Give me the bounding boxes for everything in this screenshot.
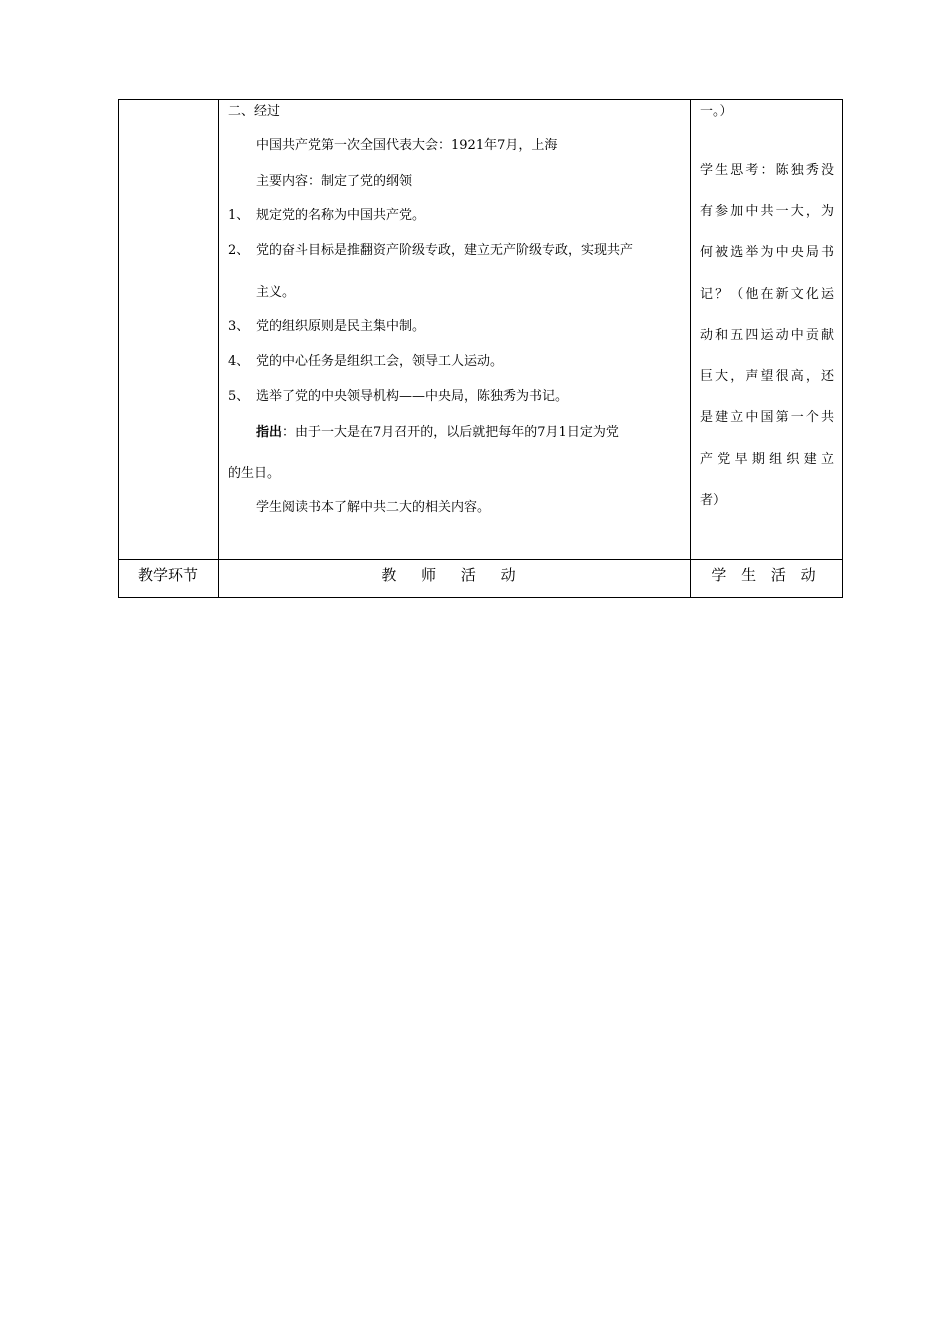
student-text-line: 产党早期组织建立 — [700, 452, 834, 467]
note-text: ：由于一大是在7月召开的，以后就把每年的7月1日定为党 — [282, 425, 619, 440]
list-item-number: 1、 — [228, 208, 250, 223]
student-text-line: 是建立中国第一个共 — [700, 410, 834, 425]
list-item-number: 3、 — [228, 319, 250, 334]
student-text-line: 学生思考：陈独秀没 — [700, 163, 834, 178]
list-item: 选举了党的中央领导机构——中央局，陈独秀为书记。 — [256, 389, 569, 404]
student-text-line: 何被选举为中央局书 — [700, 245, 834, 260]
list-item: 党的奋斗目标是推翻资产阶级专政，建立无产阶级专政，实现共产 — [256, 243, 634, 258]
student-text-line: 巨大，声望很高，还 — [700, 369, 834, 384]
list-item-number: 2、 — [228, 243, 250, 258]
list-item-number: 4、 — [228, 354, 250, 369]
header-row-divider — [119, 559, 842, 560]
meeting-info: 中国共产党第一次全国代表大会：1921年7月，上海 — [256, 138, 558, 153]
column-divider-2 — [690, 100, 691, 597]
list-item: 党的中心任务是组织工会，领导工人运动。 — [256, 354, 504, 369]
student-text-line: 有参加中共一大，为 — [700, 204, 834, 219]
reading-instruction: 学生阅读书本了解中共二大的相关内容。 — [256, 500, 491, 515]
main-content-label: 主要内容：制定了党的纲领 — [256, 174, 413, 189]
student-text-line: 记？（他在新文化运 — [700, 287, 834, 302]
note-continuation: 的生日。 — [228, 466, 281, 481]
list-item: 党的组织原则是民主集中制。 — [256, 319, 426, 334]
column-divider-1 — [218, 100, 219, 597]
note-paragraph — [256, 425, 619, 441]
student-text-line-last: 者） — [700, 493, 727, 508]
list-item-number: 5、 — [228, 389, 250, 404]
student-text-line: 动和五四运动中贡献 — [700, 328, 834, 343]
header-student-activity: 学 生 活 动 — [711, 566, 821, 584]
header-teacher-activity: 教 师 活 动 — [381, 566, 526, 584]
student-top-fragment: 一。） — [700, 104, 733, 119]
list-item-continuation: 主义。 — [256, 285, 296, 300]
list-item: 规定党的名称为中国共产党。 — [256, 208, 426, 223]
section-heading: 二、经过 — [228, 104, 281, 119]
header-teaching-stage: 教学环节 — [137, 566, 198, 584]
note-label: 指出 — [256, 425, 283, 440]
